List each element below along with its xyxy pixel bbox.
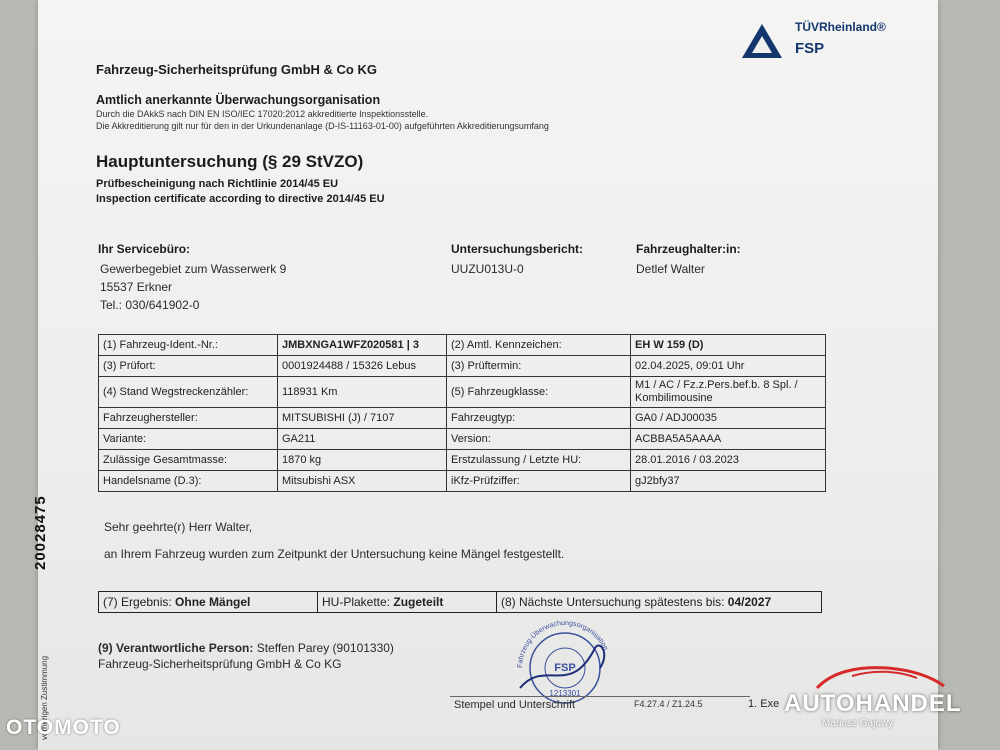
table-row [99, 356, 826, 377]
responsible-value: Steffen Parey (90101330) [256, 641, 394, 655]
responsible-label: (9) Verantwortliche Person: [98, 641, 254, 655]
table-cell-label: (3) Prüfort: [99, 356, 278, 377]
inspection-certificate [32, 0, 938, 750]
table-cell-label: Handelsname (D.3): [99, 471, 278, 492]
side-document-number: 20028475 [32, 495, 49, 570]
table-cell-label: (5) Fahrzeugklasse: [447, 377, 631, 408]
table-cell-value: gJ2bfy37 [631, 471, 826, 492]
table-row [99, 377, 826, 408]
table-cell-label: (4) Stand Wegstreckenzähler: [99, 377, 278, 408]
otomoto-watermark: OTOMOTO [6, 716, 121, 739]
stamp-ring-text: Fahrzeug-Überwachungsorganisation [516, 619, 609, 669]
next-inspection-value: 04/2027 [727, 595, 772, 609]
table-row [99, 335, 826, 356]
table-cell-label: Zulässige Gesamtmasse: [99, 450, 278, 471]
autohandel-subtitle: Mariusz Gajowy [822, 718, 894, 729]
table-cell-value: GA0 / ADJ00035 [631, 408, 826, 429]
owner-label: Fahrzeughalter:in: [636, 242, 741, 256]
table-cell-label: Version: [447, 429, 631, 450]
table-cell-label: iKfz-Prüfziffer: [447, 471, 631, 492]
table-cell-value: 1870 kg [278, 450, 447, 471]
table-cell-label: Erstzulassung / Letzte HU: [447, 450, 631, 471]
tuv-triangle-icon [740, 22, 784, 60]
stamp-signature-label: Stempel und Unterschrift [454, 699, 576, 711]
table-cell-value: 0001924488 / 15326 Lebus [278, 356, 447, 377]
next-inspection-label: (8) Nächste Untersuchung spätestens bis: [501, 595, 725, 609]
document-title: Hauptuntersuchung (§ 29 StVZO) [96, 152, 364, 171]
result-cell [99, 592, 318, 613]
report-number: UUZU013U-0 [451, 262, 524, 276]
table-cell-value: 118931 Km [278, 377, 447, 408]
table-row [99, 429, 826, 450]
table-row [99, 408, 826, 429]
service-label: Ihr Servicebüro: [98, 242, 191, 256]
table-cell-label: (2) Amtl. Kennzeichen: [447, 335, 631, 356]
signature-line [450, 696, 750, 697]
table-cell-value: M1 / AC / Fz.z.Pers.bef.b. 8 Spl. / Kombilimousine [631, 377, 826, 408]
stamp-number: 1213301 [549, 689, 581, 698]
plakette-cell [318, 592, 497, 613]
car-logo-icon [812, 662, 952, 692]
table-cell-label: Variante: [99, 429, 278, 450]
result-label: (7) Ergebnis: [103, 595, 172, 609]
table-cell-value: 02.04.2025, 09:01 Uhr [631, 356, 826, 377]
table-row [99, 450, 826, 471]
table-cell-value: EH W 159 (D) [631, 335, 826, 356]
table-row [99, 592, 822, 613]
report-label: Untersuchungsbericht: [451, 242, 584, 256]
accreditation-line-1: Durch die DAkkS nach DIN EN ISO/IEC 17020:2012 akkreditierte Inspektionsstelle. [96, 109, 429, 119]
table-cell-value: Mitsubishi ASX [278, 471, 447, 492]
company-name: Fahrzeug-Sicherheitsprüfung GmbH & Co KG [96, 62, 377, 77]
organization-title: Amtlich anerkannte Überwachungsorganisation [96, 93, 381, 107]
table-cell-label: Fahrzeugtyp: [447, 408, 631, 429]
subtitle-de: Prüfbescheinigung nach Richtlinie 2014/45 EU [96, 178, 339, 190]
table-cell-value: MITSUBISHI (J) / 7107 [278, 408, 447, 429]
table-cell-label: Fahrzeughersteller: [99, 408, 278, 429]
vehicle-data-table [98, 334, 826, 492]
fsp-logo-text: FSP [795, 40, 825, 57]
table-cell-label: (3) Prüftermin: [447, 356, 631, 377]
accreditation-line-2: Die Akkreditierung gilt nur für den in der Urkundenanlage (D-IS-11163-01-00) aufgeführten Akkreditierungsumfang [96, 121, 549, 131]
plakette-value: Zugeteilt [393, 595, 444, 609]
service-address-1: Gewerbegebiet zum Wasserwerk 9 [100, 262, 287, 276]
service-address-2: 15537 Erkner [100, 280, 173, 294]
service-phone: Tel.: 030/641902-0 [100, 298, 200, 312]
stamp-center-text: FSP [554, 662, 576, 674]
table-cell-label: (1) Fahrzeug-Ident.-Nr.: [99, 335, 278, 356]
letter-greeting: Sehr geehrte(r) Herr Walter, [104, 520, 253, 534]
responsible-company: Fahrzeug-Sicherheitsprüfung GmbH & Co KG [98, 657, 342, 671]
plakette-label: HU-Plakette: [322, 595, 391, 609]
subtitle-en: Inspection certificate according to directive 2014/45 EU [96, 193, 385, 205]
table-row [99, 471, 826, 492]
tuv-brand: TÜVRheinland® [795, 20, 886, 34]
side-vertical-text: vorherigen Zustimmung [40, 655, 49, 740]
table-cell-value: 28.01.2016 / 03.2023 [631, 450, 826, 471]
owner-name: Detlef Walter [636, 262, 705, 276]
copy-label: 1. Exe [748, 698, 780, 710]
table-cell-value: GA211 [278, 429, 447, 450]
form-code: F4.27.4 / Z1.24.5 [634, 699, 703, 709]
responsible-person [98, 641, 394, 655]
letter-body: an Ihrem Fahrzeug wurden zum Zeitpunkt der Untersuchung keine Mängel festgestellt. [104, 547, 565, 561]
next-inspection-cell [497, 592, 822, 613]
table-cell-value: JMBXNGA1WFZ020581 | 3 [278, 335, 447, 356]
table-cell-value: ACBBA5A5AAAA [631, 429, 826, 450]
autohandel-watermark: AUTOHANDEL [784, 690, 962, 717]
result-value: Ohne Mängel [175, 595, 251, 609]
result-table [98, 591, 822, 613]
